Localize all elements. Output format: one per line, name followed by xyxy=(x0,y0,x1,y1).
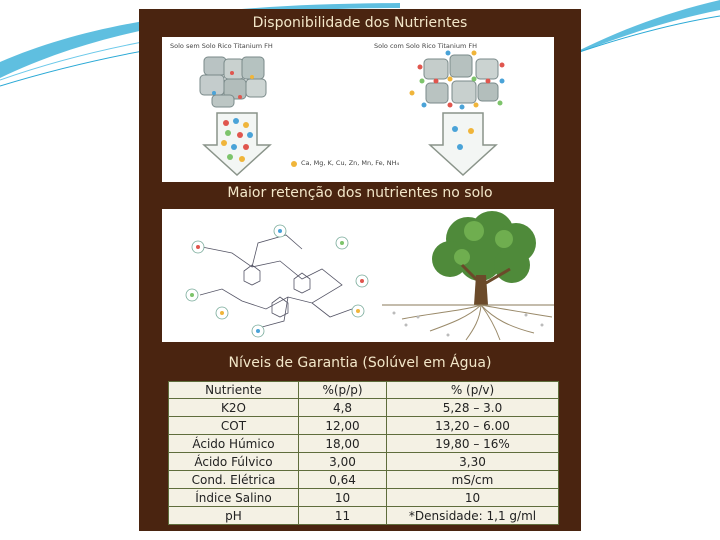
info-panel xyxy=(139,9,581,531)
table-cell: Ácido Fúlvico xyxy=(169,453,299,471)
table-cell: 10 xyxy=(387,489,559,507)
table-cell: 18,00 xyxy=(299,435,387,453)
table-header: %(p/p) xyxy=(299,382,387,399)
table-cell: 5,28 – 3.0 xyxy=(387,399,559,417)
table-cell: K2O xyxy=(169,399,299,417)
table-cell: Índice Salino xyxy=(169,489,299,507)
table-cell: 10 xyxy=(299,489,387,507)
section-title-retention: Maior retenção dos nutrientes no solo xyxy=(227,185,493,201)
table-cell: COT xyxy=(169,417,299,435)
table-cell: Cond. Elétrica xyxy=(169,471,299,489)
table-cell: 0,64 xyxy=(299,471,387,489)
table-row xyxy=(169,507,559,525)
soil-comparison-box xyxy=(162,37,554,182)
guarantee-table xyxy=(168,381,559,525)
table-header: Nutriente xyxy=(169,382,299,399)
table-cell: 3,00 xyxy=(299,453,387,471)
label-without-product: Solo sem Solo Rico Titanium FH xyxy=(170,42,273,50)
table-cell: 13,20 – 6.00 xyxy=(387,417,559,435)
nutrients-caption: Ca, Mg, K, Cu, Zn, Mn, Fe, NH₄ xyxy=(301,159,400,167)
table-row xyxy=(169,489,559,507)
table-cell: 4,8 xyxy=(299,399,387,417)
table-cell: pH xyxy=(169,507,299,525)
table-cell: 19,80 – 16% xyxy=(387,435,559,453)
section-title-guarantee: Níveis de Garantia (Solúvel em Água) xyxy=(228,355,492,371)
table-cell: 12,00 xyxy=(299,417,387,435)
table-cell: Ácido Húmico xyxy=(169,435,299,453)
table-cell: mS/cm xyxy=(387,471,559,489)
table-row xyxy=(169,435,559,453)
retention-illustration-box xyxy=(162,209,554,342)
table-cell: 3,30 xyxy=(387,453,559,471)
table-cell: 11 xyxy=(299,507,387,525)
table-row xyxy=(169,399,559,417)
table-row xyxy=(169,453,559,471)
table-header: % (p/v) xyxy=(387,382,559,399)
table-row xyxy=(169,471,559,489)
table-row xyxy=(169,417,559,435)
label-with-product: Solo com Solo Rico Titanium FH xyxy=(374,42,477,50)
tree-illustration xyxy=(162,209,554,342)
table-cell: *Densidade: 1,1 g/ml xyxy=(387,507,559,525)
section-title-availability: Disponibilidade dos Nutrientes xyxy=(252,15,468,31)
table-header-row xyxy=(169,382,559,399)
